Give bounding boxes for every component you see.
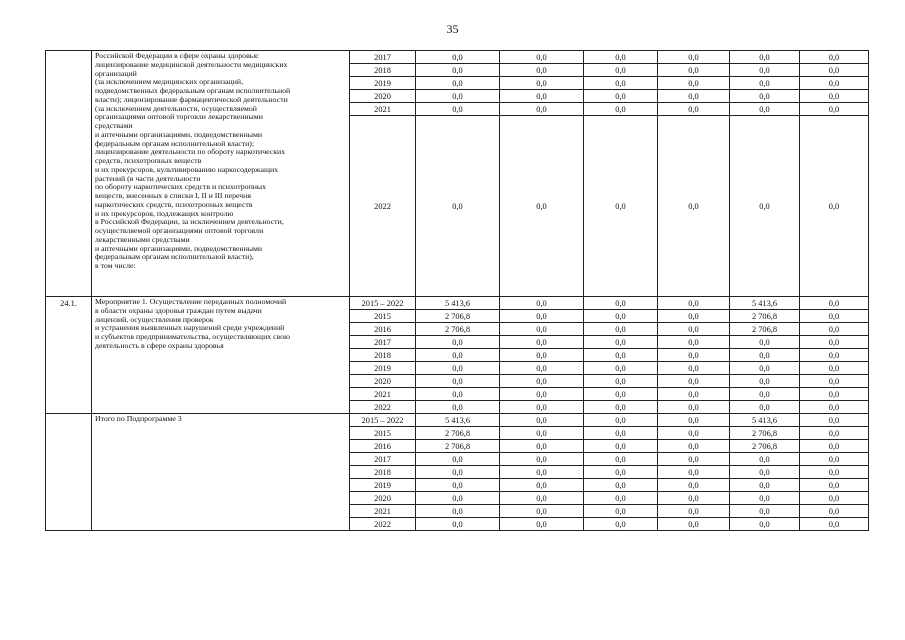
amount-cell: 0,0 <box>584 479 658 492</box>
amount-cell: 0,0 <box>416 492 500 505</box>
amount-cell: 0,0 <box>416 453 500 466</box>
amount-cell: 0,0 <box>730 103 800 116</box>
amount-cell: 0,0 <box>800 466 869 479</box>
amount-cell: 0,0 <box>416 77 500 90</box>
amount-cell: 0,0 <box>800 64 869 77</box>
amount-cell: 0,0 <box>730 479 800 492</box>
amount-cell: 0,0 <box>584 375 658 388</box>
amount-cell: 0,0 <box>584 116 658 297</box>
amount-cell: 0,0 <box>800 479 869 492</box>
amount-cell: 0,0 <box>584 466 658 479</box>
amount-cell: 0,0 <box>500 297 584 310</box>
amount-cell: 0,0 <box>500 64 584 77</box>
year-cell: 2017 <box>350 453 416 466</box>
amount-cell: 0,0 <box>800 362 869 375</box>
year-cell: 2019 <box>350 362 416 375</box>
amount-cell: 0,0 <box>416 466 500 479</box>
amount-cell: 0,0 <box>658 77 730 90</box>
amount-cell: 0,0 <box>658 323 730 336</box>
year-cell: 2022 <box>350 401 416 414</box>
amount-cell: 2 706,8 <box>416 427 500 440</box>
amount-cell: 5 413,6 <box>730 297 800 310</box>
year-cell: 2017 <box>350 51 416 64</box>
amount-cell: 0,0 <box>416 388 500 401</box>
amount-cell: 2 706,8 <box>730 310 800 323</box>
amount-cell: 0,0 <box>730 116 800 297</box>
year-cell: 2018 <box>350 466 416 479</box>
amount-cell: 0,0 <box>500 479 584 492</box>
amount-cell: 0,0 <box>658 349 730 362</box>
amount-cell: 0,0 <box>730 64 800 77</box>
amount-cell: 0,0 <box>730 375 800 388</box>
amount-cell: 0,0 <box>658 336 730 349</box>
amount-cell: 0,0 <box>416 336 500 349</box>
amount-cell: 2 706,8 <box>416 323 500 336</box>
table-row <box>46 297 869 310</box>
amount-cell: 0,0 <box>500 77 584 90</box>
amount-cell: 0,0 <box>658 414 730 427</box>
amount-cell: 5 413,6 <box>416 297 500 310</box>
amount-cell: 0,0 <box>500 336 584 349</box>
amount-cell: 0,0 <box>584 401 658 414</box>
year-cell: 2021 <box>350 103 416 116</box>
year-cell: 2018 <box>350 64 416 77</box>
amount-cell: 0,0 <box>800 297 869 310</box>
amount-cell: 5 413,6 <box>730 414 800 427</box>
amount-cell: 0,0 <box>500 51 584 64</box>
amount-cell: 0,0 <box>416 64 500 77</box>
amount-cell: 0,0 <box>658 492 730 505</box>
item-description-cell: Итого по Подпрограмме 3 <box>92 414 350 531</box>
amount-cell: 0,0 <box>658 103 730 116</box>
amount-cell: 2 706,8 <box>416 440 500 453</box>
amount-cell: 0,0 <box>658 310 730 323</box>
year-cell: 2016 <box>350 323 416 336</box>
amount-cell: 0,0 <box>500 492 584 505</box>
amount-cell: 0,0 <box>658 297 730 310</box>
amount-cell: 0,0 <box>730 505 800 518</box>
amount-cell: 0,0 <box>416 51 500 64</box>
amount-cell: 0,0 <box>800 401 869 414</box>
amount-cell: 0,0 <box>500 375 584 388</box>
year-cell: 2021 <box>350 388 416 401</box>
table-row <box>46 414 869 427</box>
amount-cell: 0,0 <box>584 388 658 401</box>
amount-cell: 0,0 <box>584 518 658 531</box>
amount-cell: 0,0 <box>658 116 730 297</box>
year-cell: 2015 <box>350 310 416 323</box>
amount-cell: 2 706,8 <box>730 427 800 440</box>
year-cell: 2018 <box>350 349 416 362</box>
amount-cell: 0,0 <box>730 90 800 103</box>
amount-cell: 0,0 <box>658 453 730 466</box>
amount-cell: 0,0 <box>800 414 869 427</box>
amount-cell: 0,0 <box>584 103 658 116</box>
amount-cell: 0,0 <box>658 375 730 388</box>
amount-cell: 0,0 <box>584 453 658 466</box>
item-description-cell: Российской Федерации в сфере охраны здоровья: лицензирование медицинской деятельности медицинских организаций (за исключением медицинских организаций, подведомственных федеральным органам исполнительной власти); лицензирование фармацевтической деятельности (за исключением деятельности, осуществляемой организациями оптовой торговли лекарственными средствами и аптечными организациями, подведомственными федеральным органам исполнительной власти); лицензирование деятельности по обороту наркотических средств, психотропных веществ и их прекурсоров, культивированию наркосодержащих растений (в части деятельности по обороту наркотических средств и психотропных веществ, внесенных в списки I, II и III перечня наркотических средств, психотропных веществ и их прекурсоров, подлежащих контролю в Российской Федерации, за исключением деятельности, осуществляемой организациями оптовой торговли лекарственными средствами и аптечными организациями, подведомственными федеральным органам исполнительной власти), в том числе: <box>92 51 350 297</box>
amount-cell: 0,0 <box>800 388 869 401</box>
amount-cell: 0,0 <box>416 518 500 531</box>
item-number-cell <box>46 414 92 531</box>
amount-cell: 0,0 <box>658 388 730 401</box>
amount-cell: 0,0 <box>730 362 800 375</box>
amount-cell: 0,0 <box>658 505 730 518</box>
amount-cell: 0,0 <box>500 362 584 375</box>
amount-cell: 0,0 <box>500 518 584 531</box>
amount-cell: 0,0 <box>800 103 869 116</box>
amount-cell: 0,0 <box>416 116 500 297</box>
amount-cell: 2 706,8 <box>730 440 800 453</box>
year-cell: 2015 <box>350 427 416 440</box>
amount-cell: 0,0 <box>584 90 658 103</box>
amount-cell: 0,0 <box>584 77 658 90</box>
year-cell: 2020 <box>350 375 416 388</box>
year-cell: 2019 <box>350 77 416 90</box>
amount-cell: 0,0 <box>584 336 658 349</box>
amount-cell: 0,0 <box>730 453 800 466</box>
amount-cell: 0,0 <box>500 310 584 323</box>
item-number-cell <box>46 51 92 297</box>
amount-cell: 5 413,6 <box>416 414 500 427</box>
amount-cell: 0,0 <box>800 336 869 349</box>
item-description-cell: Мероприятие 1. Осуществление переданных полномочий в области охраны здоровья граждан путем выдачи лицензий, осуществления проверок и устранения выявленных нарушений среди учреждений и субъектов предпринимательства, осуществляющих свою деятельность в сфере охраны здоровья <box>92 297 350 414</box>
amount-cell: 0,0 <box>500 466 584 479</box>
amount-cell: 0,0 <box>500 453 584 466</box>
amount-cell: 0,0 <box>500 103 584 116</box>
year-cell: 2020 <box>350 492 416 505</box>
item-number-cell: 24.1. <box>46 297 92 414</box>
amount-cell: 0,0 <box>658 401 730 414</box>
amount-cell: 0,0 <box>500 414 584 427</box>
amount-cell: 0,0 <box>416 401 500 414</box>
year-cell: 2021 <box>350 505 416 518</box>
amount-cell: 0,0 <box>658 64 730 77</box>
amount-cell: 0,0 <box>730 388 800 401</box>
amount-cell: 0,0 <box>658 427 730 440</box>
amount-cell: 0,0 <box>730 336 800 349</box>
amount-cell: 0,0 <box>800 518 869 531</box>
amount-cell: 0,0 <box>800 349 869 362</box>
amount-cell: 0,0 <box>500 349 584 362</box>
amount-cell: 0,0 <box>730 492 800 505</box>
amount-cell: 0,0 <box>800 453 869 466</box>
amount-cell: 0,0 <box>500 401 584 414</box>
amount-cell: 0,0 <box>730 518 800 531</box>
amount-cell: 0,0 <box>800 116 869 297</box>
amount-cell: 0,0 <box>416 479 500 492</box>
amount-cell: 0,0 <box>584 427 658 440</box>
budget-table <box>45 50 869 531</box>
amount-cell: 0,0 <box>800 427 869 440</box>
amount-cell: 0,0 <box>730 51 800 64</box>
amount-cell: 0,0 <box>584 310 658 323</box>
table-row <box>46 51 869 64</box>
amount-cell: 0,0 <box>584 414 658 427</box>
amount-cell: 0,0 <box>730 466 800 479</box>
amount-cell: 2 706,8 <box>416 310 500 323</box>
amount-cell: 0,0 <box>500 505 584 518</box>
amount-cell: 0,0 <box>800 375 869 388</box>
amount-cell: 0,0 <box>416 90 500 103</box>
page-number: 35 <box>446 22 459 36</box>
amount-cell: 0,0 <box>800 440 869 453</box>
amount-cell: 0,0 <box>584 492 658 505</box>
amount-cell: 0,0 <box>584 440 658 453</box>
amount-cell: 0,0 <box>800 492 869 505</box>
amount-cell: 0,0 <box>416 362 500 375</box>
amount-cell: 0,0 <box>800 90 869 103</box>
year-cell: 2017 <box>350 336 416 349</box>
amount-cell: 0,0 <box>500 388 584 401</box>
amount-cell: 0,0 <box>658 362 730 375</box>
amount-cell: 0,0 <box>584 51 658 64</box>
amount-cell: 0,0 <box>416 505 500 518</box>
year-cell: 2022 <box>350 518 416 531</box>
amount-cell: 0,0 <box>584 297 658 310</box>
year-cell: 2016 <box>350 440 416 453</box>
amount-cell: 0,0 <box>800 77 869 90</box>
amount-cell: 0,0 <box>730 401 800 414</box>
amount-cell: 0,0 <box>584 349 658 362</box>
amount-cell: 0,0 <box>658 518 730 531</box>
amount-cell: 0,0 <box>584 505 658 518</box>
table-body <box>46 51 869 531</box>
amount-cell: 0,0 <box>584 362 658 375</box>
year-cell: 2022 <box>350 116 416 297</box>
amount-cell: 0,0 <box>800 51 869 64</box>
amount-cell: 0,0 <box>500 116 584 297</box>
amount-cell: 0,0 <box>658 479 730 492</box>
amount-cell: 0,0 <box>500 427 584 440</box>
amount-cell: 0,0 <box>658 90 730 103</box>
amount-cell: 0,0 <box>730 77 800 90</box>
amount-cell: 0,0 <box>500 90 584 103</box>
amount-cell: 0,0 <box>658 466 730 479</box>
amount-cell: 0,0 <box>416 103 500 116</box>
amount-cell: 0,0 <box>800 323 869 336</box>
amount-cell: 0,0 <box>500 440 584 453</box>
year-cell: 2015 – 2022 <box>350 297 416 310</box>
amount-cell: 0,0 <box>658 51 730 64</box>
amount-cell: 0,0 <box>584 64 658 77</box>
amount-cell: 2 706,8 <box>730 323 800 336</box>
amount-cell: 0,0 <box>416 375 500 388</box>
amount-cell: 0,0 <box>584 323 658 336</box>
amount-cell: 0,0 <box>416 349 500 362</box>
year-cell: 2020 <box>350 90 416 103</box>
amount-cell: 0,0 <box>800 505 869 518</box>
year-cell: 2015 – 2022 <box>350 414 416 427</box>
amount-cell: 0,0 <box>500 323 584 336</box>
year-cell: 2019 <box>350 479 416 492</box>
amount-cell: 0,0 <box>730 349 800 362</box>
amount-cell: 0,0 <box>658 440 730 453</box>
amount-cell: 0,0 <box>800 310 869 323</box>
